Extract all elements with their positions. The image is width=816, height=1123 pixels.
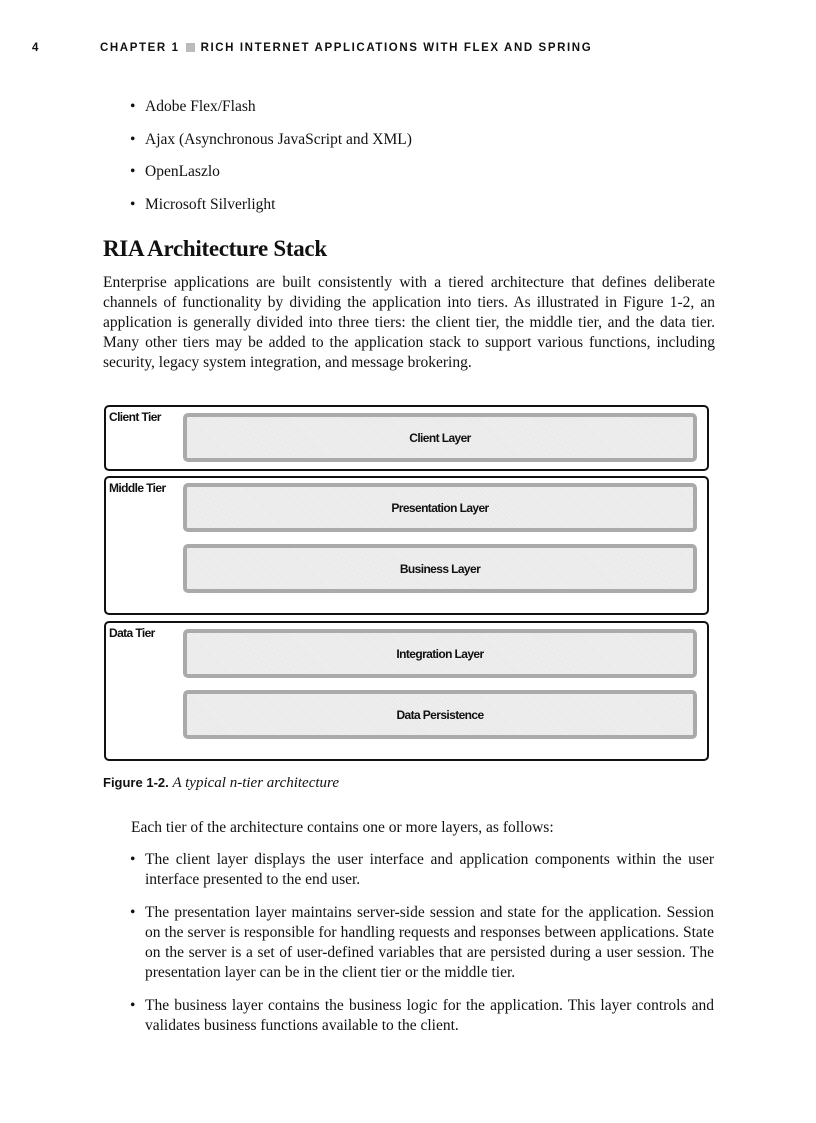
presentation-layer: Presentation Layer [183,483,697,532]
page-number: 4 [32,42,40,54]
section-title: RIA Architecture Stack [103,236,327,261]
intro-paragraph: Enterprise applications are built consistently with a tiered architecture that defines deliberate channels of functionality by dividing the application into tiers. As illustrated in Figure 1-2, an application is generally divided into three tiers: the client tier, the middle tier, and the data tier. Many other tiers may be added to the application stack to support various functions, including security, legacy system integration, and message brokering. [103,274,715,371]
client-layer: Client Layer [183,413,697,462]
figure-label: Figure 1-2. [103,775,169,790]
list-item: • OpenLaszlo [130,162,412,182]
list-item: • The presentation layer maintains server-side session and state for the application. Session on the server is responsible for handling requests and responses between applications. State on the server is a set of user-defined variables that are persisted during a user session. The presentation layer can be in the client tier or the middle tier. [130,903,714,983]
ria-list [130,97,412,227]
figure-caption [103,775,339,792]
tier-label: Data Tier [109,626,155,640]
layer-list [130,850,714,1049]
figure-text: A typical n-tier architecture [172,775,339,791]
lead-paragraph: Each tier of the architecture contains one or more layers, as follows: [131,819,554,836]
list-item: • Ajax (Asynchronous JavaScript and XML) [130,130,412,150]
list-item: • Microsoft Silverlight [130,195,412,215]
business-layer: Business Layer [183,544,697,593]
running-header [100,42,592,54]
separator-icon [186,43,195,52]
tier-label: Client Tier [109,410,161,424]
chapter-title: RICH INTERNET APPLICATIONS WITH FLEX AND SPRING [200,42,593,54]
tier-label: Middle Tier [109,481,166,495]
list-item: • The client layer displays the user interface and application components within the user interface presented to the end user. [130,850,714,890]
chapter-label: CHAPTER 1 [100,42,180,54]
list-item: • Adobe Flex/Flash [130,97,412,117]
integration-layer: Integration Layer [183,629,697,678]
data-persistence-layer: Data Persistence [183,690,697,739]
list-item: • The business layer contains the business logic for the application. This layer controls and validates business functions available to the client. [130,996,714,1036]
